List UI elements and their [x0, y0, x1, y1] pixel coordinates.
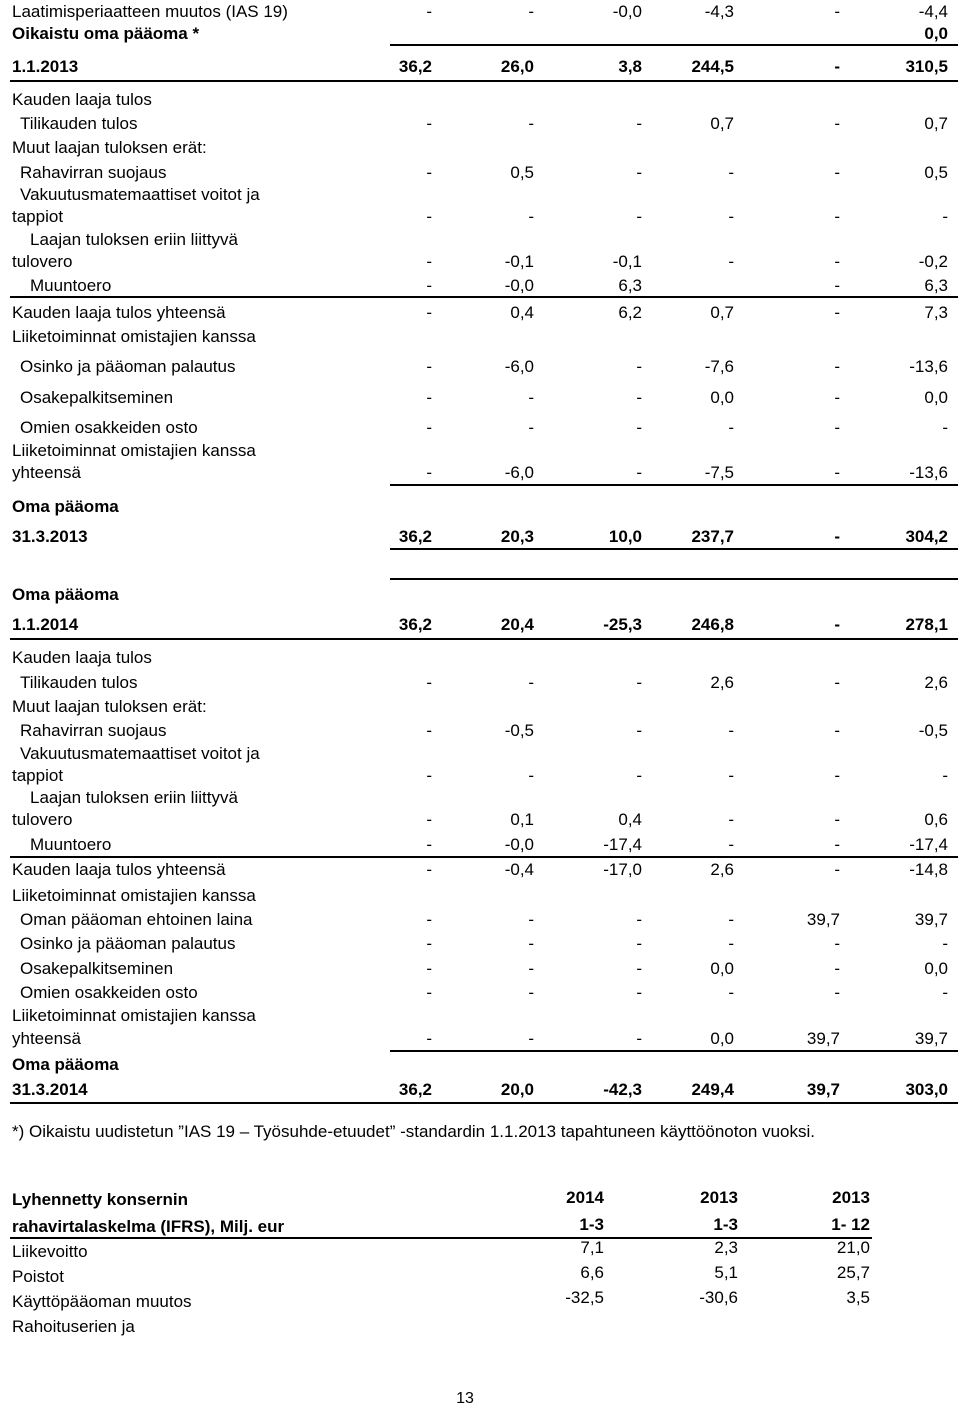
table-row: [0, 386, 960, 410]
cell-value: -: [834, 2, 840, 21]
row-label: Laajan tuloksen eriin liittyvä: [30, 788, 238, 807]
cell-value: 0,0: [710, 388, 734, 407]
cell-value: -: [528, 207, 534, 226]
table-row: [0, 355, 960, 379]
table-row: [0, 205, 960, 229]
row-label: Kauden laaja tulos yhteensä: [12, 303, 226, 322]
cell-value: -: [426, 276, 432, 295]
cell-value: -: [636, 673, 642, 692]
divider: [10, 1237, 872, 1239]
cashflow-period-header: 1- 12: [831, 1215, 870, 1234]
table-row: [0, 22, 960, 46]
cell-value: 2,6: [710, 860, 734, 879]
cell-value: -: [636, 357, 642, 376]
cell-value: -: [834, 357, 840, 376]
cell-value: 0,4: [618, 810, 642, 829]
cell-value: 20,4: [500, 615, 534, 634]
row-label: Kauden laaja tulos yhteensä: [12, 860, 226, 879]
cell-value: -: [636, 207, 642, 226]
cell-value: 36,2: [398, 527, 432, 546]
page-number: 13: [456, 1390, 474, 1407]
table-row: [0, 957, 960, 981]
table-row: [0, 981, 960, 1005]
cell-value: 39,7: [914, 1029, 948, 1048]
table-row: [0, 55, 960, 79]
footnote: *) Oikaistu uudistetun ”IAS 19 – Työsuhde-etuudet” -standardin 1.1.2013 tapahtuneen käyttöönoton vuoksi.: [12, 1122, 815, 1141]
cell-value: -: [528, 114, 534, 133]
row-label: 31.3.2014: [12, 1080, 88, 1099]
cell-value: -: [426, 959, 432, 978]
row-label: Muut laajan tuloksen erät:: [12, 697, 207, 716]
cell-value: -: [942, 418, 948, 437]
cell-value: -0,4: [504, 860, 534, 879]
table-row: [0, 858, 960, 882]
row-label: Rahavirran suojaus: [20, 721, 167, 740]
cell-value: -17,4: [603, 835, 642, 854]
cell-value: -4,4: [918, 2, 948, 21]
table-row: [0, 808, 960, 832]
row-label: Liiketoiminnat omistajien kanssa: [12, 1006, 256, 1025]
cell-value: -: [834, 959, 840, 978]
cashflow-title-line1: Lyhennetty konsernin: [12, 1190, 189, 1209]
cell-value: 0,0: [710, 1029, 734, 1048]
cell-value: 0,7: [924, 114, 948, 133]
cell-value: -: [426, 418, 432, 437]
cell-value: 6,3: [618, 276, 642, 295]
cashflow-year-header: 2014: [566, 1188, 604, 1207]
table-row: [0, 525, 960, 549]
row-label: 31.3.2013: [12, 527, 88, 546]
divider: [390, 1050, 958, 1052]
row-label: Tilikauden tulos: [20, 673, 138, 692]
row-label: Osinko ja pääoman palautus: [20, 934, 236, 953]
cell-value: -: [528, 1029, 534, 1048]
cell-value: 36,2: [398, 1080, 432, 1099]
cashflow-title-line2: rahavirtalaskelma (IFRS), Milj. eur: [12, 1217, 285, 1236]
cell-value: -: [834, 57, 840, 76]
table-row: [0, 325, 960, 349]
cell-value: -: [834, 766, 840, 785]
cell-value: -0,1: [612, 252, 642, 271]
cell-value: -: [636, 1029, 642, 1048]
row-label: Oma pääoma: [12, 497, 119, 516]
row-label: Osinko ja pääoman palautus: [20, 357, 236, 376]
table-row: [0, 0, 960, 24]
divider: [10, 638, 958, 640]
table-row: [0, 884, 960, 908]
cell-value: -: [636, 959, 642, 978]
cell-value: -25,3: [603, 615, 642, 634]
row-label: Omien osakkeiden osto: [20, 418, 198, 437]
row-label: Vakuutusmatemaattiset voitot ja: [20, 185, 260, 204]
cell-value: 2,6: [924, 673, 948, 692]
divider: [390, 548, 958, 550]
cell-value: -: [942, 934, 948, 953]
cell-value: -: [834, 276, 840, 295]
table-row: [0, 183, 960, 207]
cell-value: -: [834, 303, 840, 322]
divider: [390, 578, 958, 580]
table-row: [0, 932, 960, 956]
cell-value: 0,0: [710, 959, 734, 978]
table-row: [0, 1027, 960, 1051]
cell-value: -: [834, 673, 840, 692]
cashflow-row-label: Rahoituserien ja: [12, 1317, 135, 1336]
row-label: tulovero: [12, 252, 73, 271]
table-row: [0, 646, 960, 670]
row-label: Oma pääoma: [12, 1055, 119, 1074]
cell-value: 244,5: [691, 57, 734, 76]
cell-value: -: [834, 207, 840, 226]
cashflow-year-header: 2013: [832, 1188, 870, 1207]
cell-value: 36,2: [398, 57, 432, 76]
table-row: [0, 136, 960, 160]
cell-value: -13,6: [909, 463, 948, 482]
table-row: [0, 671, 960, 695]
cashflow-row-label: Liikevoitto: [12, 1242, 88, 1261]
cell-value: -: [636, 463, 642, 482]
cell-value: 10,0: [608, 527, 642, 546]
cell-value: -: [426, 934, 432, 953]
cell-value: -: [426, 910, 432, 929]
cell-value: -: [834, 252, 840, 271]
cell-value: 249,4: [691, 1080, 734, 1099]
row-label: Oma pääoma: [12, 585, 119, 604]
cell-value: -: [728, 983, 734, 1002]
row-label: 1.1.2013: [12, 57, 79, 76]
cell-value: -: [834, 527, 840, 546]
cell-value: -: [834, 934, 840, 953]
table-row: [0, 1004, 960, 1028]
divider: [10, 296, 958, 298]
cell-value: -17,4: [909, 835, 948, 854]
row-label: Rahavirran suojaus: [20, 163, 167, 182]
cell-value: -: [834, 163, 840, 182]
cell-value: -14,8: [909, 860, 948, 879]
cell-value: -: [426, 2, 432, 21]
cell-value: -: [528, 673, 534, 692]
cell-value: -: [942, 766, 948, 785]
row-label: Liiketoiminnat omistajien kanssa: [12, 886, 256, 905]
cell-value: -: [834, 615, 840, 634]
divider: [390, 484, 958, 486]
table-row: [0, 719, 960, 743]
cashflow-cell-value: 21,0: [836, 1238, 870, 1257]
row-label: Liiketoiminnat omistajien kanssa: [12, 441, 256, 460]
row-label: Osakepalkitseminen: [20, 388, 174, 407]
table-row: [0, 112, 960, 136]
cell-value: 0,7: [710, 114, 734, 133]
cell-value: -: [636, 163, 642, 182]
cell-value: -: [528, 2, 534, 21]
cell-value: 3,8: [618, 57, 642, 76]
cell-value: -: [426, 114, 432, 133]
cell-value: -: [426, 252, 432, 271]
divider: [10, 1102, 958, 1104]
cell-value: -: [834, 810, 840, 829]
cell-value: -: [728, 207, 734, 226]
cell-value: -: [426, 835, 432, 854]
cell-value: -0,0: [504, 276, 534, 295]
cell-value: -0,5: [504, 721, 534, 740]
cell-value: -: [636, 388, 642, 407]
cell-value: 0,0: [924, 24, 948, 43]
cashflow-cell-value: 25,7: [836, 1263, 870, 1282]
cashflow-row-label: Käyttöpääoman muutos: [12, 1292, 192, 1311]
table-row: [0, 786, 960, 810]
row-label: Tilikauden tulos: [20, 114, 138, 133]
cell-value: -: [834, 983, 840, 1002]
cashflow-cell-value: 5,1: [714, 1263, 738, 1282]
cell-value: -: [426, 207, 432, 226]
cell-value: 304,2: [905, 527, 948, 546]
row-label: yhteensä: [12, 1029, 81, 1048]
cell-value: 0,5: [924, 163, 948, 182]
cell-value: -: [636, 983, 642, 1002]
cashflow-period-header: 1-3: [713, 1215, 738, 1234]
cell-value: -: [426, 810, 432, 829]
cashflow-cell-value: -32,5: [565, 1288, 604, 1307]
cell-value: 2,6: [710, 673, 734, 692]
cell-value: -: [528, 418, 534, 437]
cell-value: -: [728, 934, 734, 953]
cell-value: -: [834, 721, 840, 740]
cashflow-cell-value: -30,6: [699, 1288, 738, 1307]
table-row: [0, 161, 960, 185]
cell-value: 7,3: [924, 303, 948, 322]
cell-value: 0,7: [710, 303, 734, 322]
cell-value: 6,3: [924, 276, 948, 295]
cell-value: 39,7: [914, 910, 948, 929]
table-row: [0, 764, 960, 788]
row-label: Laatimisperiaatteen muutos (IAS 19): [12, 2, 288, 21]
cell-value: -42,3: [603, 1080, 642, 1099]
cell-value: -: [728, 910, 734, 929]
cell-value: -: [528, 766, 534, 785]
cell-value: 6,2: [618, 303, 642, 322]
cell-value: 39,7: [806, 1080, 840, 1099]
cell-value: -: [636, 766, 642, 785]
table-row: [0, 274, 960, 298]
row-label: Osakepalkitseminen: [20, 959, 174, 978]
cell-value: -: [834, 418, 840, 437]
cell-value: -: [528, 959, 534, 978]
row-label: Oman pääoman ehtoinen laina: [20, 910, 253, 929]
row-label: tulovero: [12, 810, 73, 829]
table-row: [0, 250, 960, 274]
cashflow-period-header: 1-3: [579, 1215, 604, 1234]
cell-value: -: [528, 910, 534, 929]
cell-value: -: [728, 835, 734, 854]
cell-value: -0,1: [504, 252, 534, 271]
divider: [390, 44, 958, 46]
cell-value: -: [728, 721, 734, 740]
cell-value: 278,1: [905, 615, 948, 634]
cell-value: -: [728, 418, 734, 437]
row-label: Vakuutusmatemaattiset voitot ja: [20, 744, 260, 763]
cell-value: -: [636, 910, 642, 929]
cell-value: 303,0: [905, 1080, 948, 1099]
cell-value: -: [426, 163, 432, 182]
cell-value: -4,3: [704, 2, 734, 21]
row-label: tappiot: [12, 766, 64, 785]
cell-value: 246,8: [691, 615, 734, 634]
cell-value: -: [834, 860, 840, 879]
cell-value: 237,7: [691, 527, 734, 546]
cell-value: 0,6: [924, 810, 948, 829]
table-row: [0, 1078, 960, 1102]
cell-value: -: [426, 1029, 432, 1048]
cell-value: -: [636, 418, 642, 437]
cell-value: 26,0: [500, 57, 534, 76]
cell-value: -: [426, 357, 432, 376]
cell-value: -13,6: [909, 357, 948, 376]
cell-value: 20,0: [500, 1080, 534, 1099]
cell-value: -: [426, 673, 432, 692]
table-row: [0, 833, 960, 857]
cell-value: -: [728, 766, 734, 785]
cell-value: 310,5: [905, 57, 948, 76]
table-row: [0, 1053, 960, 1077]
cell-value: -: [528, 934, 534, 953]
row-label: Laajan tuloksen eriin liittyvä: [30, 230, 238, 249]
cell-value: -6,0: [504, 463, 534, 482]
cashflow-cell-value: 3,5: [846, 1288, 870, 1307]
cell-value: -: [942, 207, 948, 226]
cell-value: -: [636, 721, 642, 740]
divider: [10, 856, 958, 858]
cell-value: 0,5: [510, 163, 534, 182]
table-row: [0, 439, 960, 463]
cell-value: 0,0: [924, 959, 948, 978]
cell-value: -: [728, 810, 734, 829]
cell-value: 0,0: [924, 388, 948, 407]
cell-value: -: [728, 163, 734, 182]
cell-value: -0,0: [504, 835, 534, 854]
cell-value: 39,7: [806, 1029, 840, 1048]
table-row: [0, 461, 960, 485]
cell-value: -: [834, 463, 840, 482]
cell-value: -0,0: [612, 2, 642, 21]
cell-value: -: [834, 388, 840, 407]
cell-value: -: [426, 766, 432, 785]
cell-value: 39,7: [806, 910, 840, 929]
table-row: [0, 695, 960, 719]
cell-value: -: [636, 934, 642, 953]
row-label: tappiot: [12, 207, 64, 226]
cell-value: -6,0: [504, 357, 534, 376]
cell-value: -: [426, 860, 432, 879]
row-label: Muuntoero: [30, 835, 112, 854]
table-row: [0, 228, 960, 252]
cell-value: -: [942, 983, 948, 1002]
cell-value: -: [834, 835, 840, 854]
cell-value: -: [426, 303, 432, 322]
table-row: [0, 495, 960, 519]
cashflow-cell-value: 7,1: [580, 1238, 604, 1257]
divider: [10, 80, 958, 82]
table-row: [0, 301, 960, 325]
table-row: [0, 742, 960, 766]
cell-value: -17,0: [603, 860, 642, 879]
cell-value: 0,1: [510, 810, 534, 829]
row-label: Oikaistu oma pääoma *: [12, 24, 200, 43]
cell-value: 20,3: [500, 527, 534, 546]
cashflow-cell-value: 2,3: [714, 1238, 738, 1257]
cell-value: -: [728, 252, 734, 271]
cell-value: -: [834, 114, 840, 133]
row-label: 1.1.2014: [12, 615, 79, 634]
row-label: yhteensä: [12, 463, 81, 482]
cashflow-cell-value: 6,6: [580, 1263, 604, 1282]
row-label: Omien osakkeiden osto: [20, 983, 198, 1002]
cell-value: -: [426, 388, 432, 407]
table-row: [0, 583, 960, 607]
cashflow-year-header: 2013: [700, 1188, 738, 1207]
cell-value: -0,5: [918, 721, 948, 740]
table-row: [0, 416, 960, 440]
cell-value: -7,5: [704, 463, 734, 482]
cashflow-row-label: Poistot: [12, 1267, 64, 1286]
row-label: Kauden laaja tulos: [12, 90, 152, 109]
cell-value: -7,6: [704, 357, 734, 376]
cell-value: -: [426, 463, 432, 482]
cell-value: -: [636, 114, 642, 133]
cell-value: -: [426, 721, 432, 740]
row-label: Muut laajan tuloksen erät:: [12, 138, 207, 157]
table-row: [0, 908, 960, 932]
cell-value: 36,2: [398, 615, 432, 634]
cell-value: -: [528, 388, 534, 407]
table-row: [0, 88, 960, 112]
row-label: Liiketoiminnat omistajien kanssa: [12, 327, 256, 346]
cell-value: -: [426, 983, 432, 1002]
row-label: Muuntoero: [30, 276, 112, 295]
table-row: [0, 613, 960, 637]
row-label: Kauden laaja tulos: [12, 648, 152, 667]
cell-value: -: [528, 983, 534, 1002]
cell-value: -0,2: [918, 252, 948, 271]
cell-value: 0,4: [510, 303, 534, 322]
